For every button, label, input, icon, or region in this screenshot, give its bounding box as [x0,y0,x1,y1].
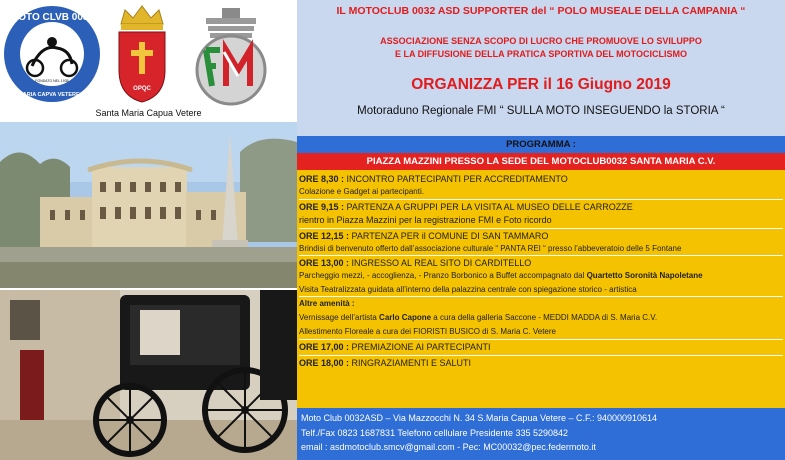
city-crest-icon [115,4,169,104]
divider [299,228,783,229]
contact-footer [297,408,785,460]
divider [299,339,783,340]
email-line: email : asdmotoclub.smcv@gmail.com - Pec: MC00032@pec.federmoto.it [301,442,596,452]
schedule-detail: Brindisi di benvenuto offerto dall’associazione culturale “ PANTA REI “ presso l’abbeveratoio delle 5 Fontane [299,243,682,253]
schedule-detail: Colazione e Gadget ai partecipanti. [299,187,424,196]
vernissage-text: Vernissage dell’artista [299,312,380,322]
schedule-activity: INCONTRO PARTECIPANTI PER ACCREDITAMENTO [344,174,568,184]
event-title: Motoraduno Regionale FMI “ SULLA MOTO INSEGUENDO la STORIA “ [357,105,725,117]
schedule-item [299,230,783,243]
city-crest-text: OPQC [133,86,151,92]
schedule-time: ORE 17,00 : [299,341,350,352]
gallery-text: a cura della galleria Saccone - MEDDI MADDA di S. Maria C.V. [431,312,658,322]
artist-name: Carlo Capone [379,312,432,322]
schedule-activity: INGRESSO AL REAL SITO DI CARDITELLO [349,258,532,268]
logos-header [0,0,297,122]
quartet-name: Quartetto Soronità Napoletane [586,271,703,280]
schedule-time: ORE 13,00 : [299,258,350,268]
divider [299,255,783,256]
programma-heading: PROGRAMMA : [506,139,576,150]
schedule-item [299,257,783,270]
schedule-detail: rientro in Piazza Mazzini per la registrazione FMI e Foto ricordo [299,214,552,225]
lunch-text: Parcheggio mezzi, - accoglienza, - Pranzo Borbonico a Buffet accompagnato dal [299,271,587,280]
announcement-header [297,0,785,136]
motoclub-logo-bottom: S. MARIA CAPVA VETERE (CE) [11,92,93,98]
schedule-time: ORE 9,15 : [299,201,345,212]
phone-line: Telf./Fax 0823 1687831 Telefono cellulare Presidente 335 5290842 [301,427,569,438]
schedule-time: ORE 18,00 : [299,357,350,368]
extras-detail: Allestimento Floreale a cura dei FIORISTI BUSICO di S. Maria C. Vetere [299,327,556,336]
schedule-activity: RINGRAZIAMENTI E SALUTI [349,357,472,368]
association-line-1: ASSOCIAZIONE SENZA SCOPO DI LUCRO CHE PROMUOVE LO SVILUPPO [380,36,702,46]
venue-bar: PIAZZA MAZZINI PRESSO LA SEDE DEL MOTOCLUB0032 SANTA MARIA C.V. [297,153,785,170]
motoclub-logo-inner: FONDATO NEL 1935 [35,79,69,83]
divider [299,199,783,200]
schedule-item [299,173,783,186]
divider [299,355,783,356]
schedule-activity: PARTENZA PER il COMUNE DI SAN TAMMARO [349,230,549,241]
extras-heading: Altre amenità : [299,299,355,308]
schedule-detail [299,270,783,282]
fmi-logo-icon [186,6,276,106]
palace-photo [0,122,297,288]
schedule-item [299,357,783,370]
supporter-line: IL MOTOCLUB 0032 ASD SUPPORTER del “ POLO MUSEALE DELLA CAMPANIA “ [336,5,746,17]
motoclub-logo [2,4,102,104]
event-date-heading: ORGANIZZA PER il 16 Giugno 2019 [411,76,671,93]
schedule-item [299,341,783,354]
schedule-activity: PREMIAZIONE AI PARTECIPANTI [349,341,491,352]
motoclub-logo-text: MOTO CLVB 0032 [9,12,95,23]
schedule-time: ORE 8,30 : [299,174,345,184]
schedule-item [299,201,783,214]
left-column [0,0,297,460]
association-line-2: E LA DIFFUSIONE DELLA PRATICA SPORTIVA DEL MOTOCICLISMO [394,49,687,59]
carriage-photo [0,290,297,460]
extras-detail [299,312,783,324]
schedule-activity: PARTENZA A GRUPPI PER LA VISITA AL MUSEO DELLE CARROZZE [344,201,633,212]
schedule-detail: Visita Teatralizzata guidata all’interno della palazzina centrale con spiegazione storico - artistica [299,284,637,294]
program-schedule [297,170,785,408]
address-line: Moto Club 0032ASD – Via Mazzocchi N. 34 S.Maria Capua Vetere – C.F.: 940000910614 [301,413,658,423]
divider [299,296,783,297]
schedule-time: ORE 12,15 : [299,230,350,241]
right-column [297,0,785,460]
city-caption: Santa Maria Capua Vetere [95,108,202,118]
